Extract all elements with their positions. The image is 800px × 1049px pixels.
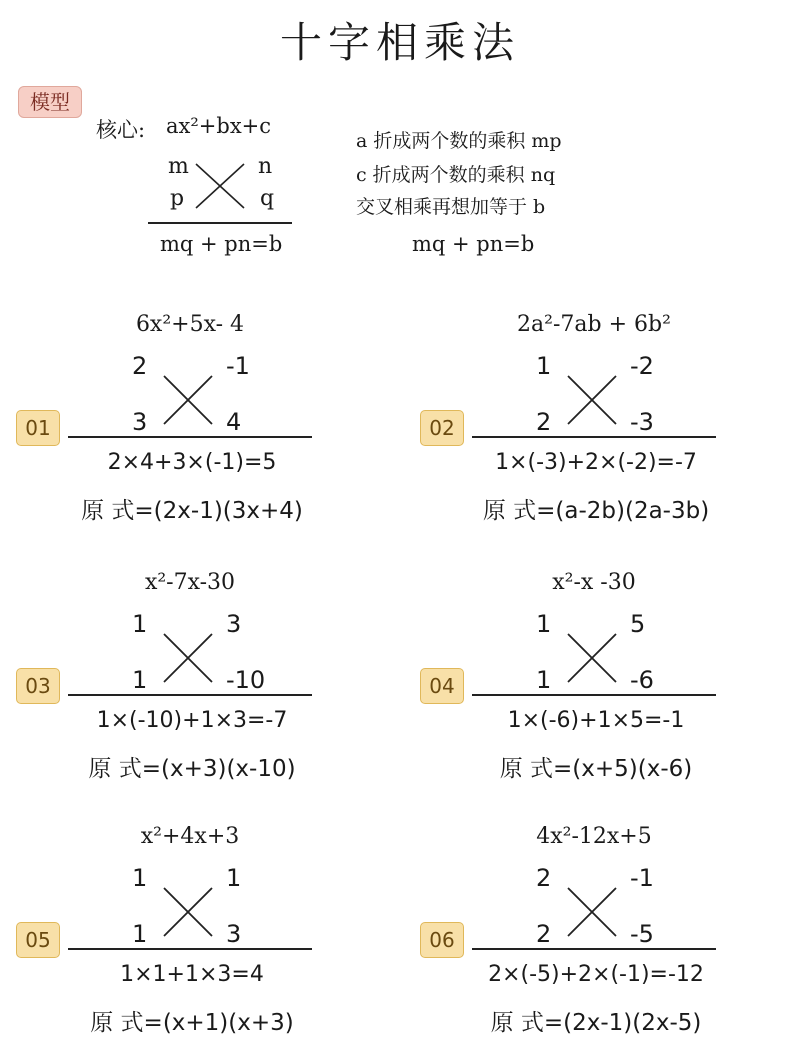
example-polynomial: 4x²-12x+5	[536, 824, 652, 849]
example-top-left: 1	[132, 864, 148, 892]
example-calculation: 1×(-10)+1×3=-7	[96, 708, 288, 733]
model-m: m	[168, 154, 189, 179]
example-top-right: 3	[226, 610, 242, 638]
example-calculation: 1×1+1×3=4	[120, 962, 264, 987]
rule-3: 交叉相乘再想加等于 b	[356, 196, 546, 218]
example-result: 原 式=(2x-1)(3x+4)	[81, 498, 303, 524]
model-p: p	[170, 186, 185, 211]
example-result: 原 式=(x+3)(x-10)	[88, 756, 296, 782]
example-top-right: -1	[226, 352, 250, 380]
example-polynomial: x²-7x-30	[144, 570, 236, 595]
model-sum-left: mq + pn=b	[160, 232, 283, 256]
example-bottom-right: -6	[630, 666, 654, 694]
example-number-badge: 01	[16, 410, 60, 446]
example-divider	[68, 436, 312, 438]
example-top-left: 1	[132, 610, 148, 638]
example-divider	[472, 436, 716, 438]
example-bottom-left: 3	[132, 408, 148, 436]
example-bottom-left: 1	[536, 666, 552, 694]
example-top-right: 5	[630, 610, 646, 638]
example-polynomial: x²-x -30	[552, 570, 636, 595]
model-q: q	[260, 186, 275, 211]
example-calculation: 2×4+3×(-1)=5	[107, 450, 277, 475]
example-top-left: 1	[536, 352, 552, 380]
cross-icon	[158, 628, 218, 688]
example-number-badge: 05	[16, 922, 60, 958]
model-badge: 模型	[18, 86, 82, 118]
example-bottom-left: 2	[536, 920, 552, 948]
example-number-badge: 02	[420, 410, 464, 446]
model-cross-icon	[190, 158, 250, 214]
example-polynomial: 2a²-7ab + 6b²	[517, 312, 671, 337]
example-calculation: 1×(-3)+2×(-2)=-7	[495, 450, 697, 475]
example-result: 原 式=(x+5)(x-6)	[499, 756, 693, 782]
cross-icon	[158, 370, 218, 430]
example-bottom-right: 4	[226, 408, 242, 436]
cross-icon	[158, 882, 218, 942]
example-bottom-left: 1	[132, 920, 148, 948]
core-label: 核心:	[96, 118, 146, 142]
example-bottom-left: 2	[536, 408, 552, 436]
example-bottom-right: -5	[630, 920, 654, 948]
rule-2: c 折成两个数的乘积 nq	[356, 164, 556, 186]
example-divider	[68, 948, 312, 950]
example-top-right: -2	[630, 352, 654, 380]
example-bottom-right: -10	[226, 666, 266, 694]
page-title: 十字相乘法	[279, 18, 520, 67]
cross-icon	[562, 882, 622, 942]
example-top-left: 2	[132, 352, 148, 380]
cross-icon	[562, 628, 622, 688]
example-bottom-right: -3	[630, 408, 654, 436]
core-expression: ax²+bx+c	[166, 114, 272, 138]
example-divider	[472, 948, 716, 950]
example-divider	[472, 694, 716, 696]
example-calculation: 1×(-6)+1×5=-1	[507, 708, 685, 733]
cross-icon	[562, 370, 622, 430]
example-top-left: 2	[536, 864, 552, 892]
rule-1: a 折成两个数的乘积 mp	[356, 130, 562, 152]
model-divider	[148, 222, 292, 224]
example-bottom-left: 1	[132, 666, 148, 694]
example-number-badge: 04	[420, 668, 464, 704]
example-bottom-right: 3	[226, 920, 242, 948]
example-top-left: 1	[536, 610, 552, 638]
example-polynomial: x²+4x+3	[140, 824, 240, 849]
model-sum-right: mq + pn=b	[412, 232, 535, 256]
example-top-right: 1	[226, 864, 242, 892]
model-n: n	[258, 154, 273, 179]
example-result: 原 式=(x+1)(x+3)	[90, 1010, 294, 1036]
example-result: 原 式=(a-2b)(2a-3b)	[482, 498, 710, 524]
example-number-badge: 03	[16, 668, 60, 704]
example-result: 原 式=(2x-1)(2x-5)	[490, 1010, 702, 1036]
example-divider	[68, 694, 312, 696]
example-number-badge: 06	[420, 922, 464, 958]
example-polynomial: 6x²+5x- 4	[135, 312, 245, 337]
example-top-right: -1	[630, 864, 654, 892]
example-calculation: 2×(-5)+2×(-1)=-12	[488, 962, 704, 987]
